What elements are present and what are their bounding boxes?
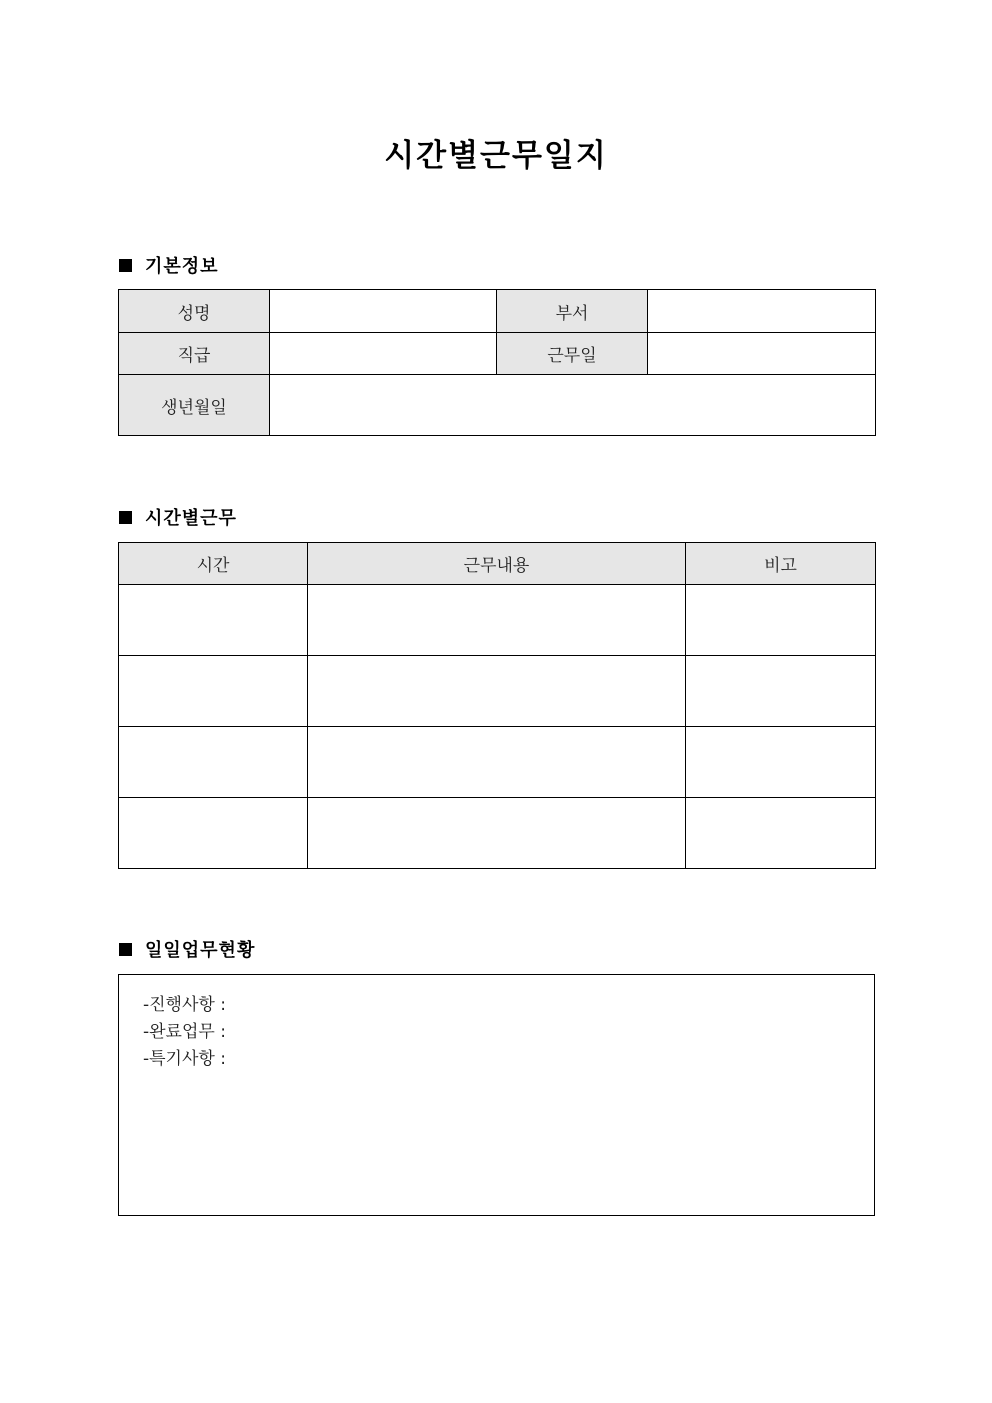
remarks-cell[interactable] [686, 798, 876, 869]
table-row [119, 585, 876, 656]
time-cell[interactable] [119, 798, 308, 869]
table-row [119, 375, 876, 436]
work-content-cell[interactable] [308, 656, 686, 727]
remarks-cell[interactable] [686, 585, 876, 656]
label-birth-date: 생년월일 [119, 375, 270, 436]
time-cell[interactable] [119, 585, 308, 656]
section-heading-basic [119, 253, 219, 277]
table-row [119, 727, 876, 798]
page-title: 시간별근무일지 [384, 138, 608, 174]
daily-status-box[interactable] [118, 974, 875, 1216]
label-department: 부서 [497, 290, 648, 333]
work-content-cell[interactable] [308, 585, 686, 656]
hourly-work-table [118, 542, 876, 869]
label-name: 성명 [119, 290, 270, 333]
time-cell[interactable] [119, 656, 308, 727]
work-content-cell[interactable] [308, 798, 686, 869]
remarks-cell[interactable] [686, 656, 876, 727]
square-bullet-icon [119, 943, 132, 956]
name-field[interactable] [270, 290, 497, 333]
square-bullet-icon [119, 511, 132, 524]
work-content-cell[interactable] [308, 727, 686, 798]
column-header-time: 시간 [119, 543, 308, 585]
basic-info-table [118, 289, 876, 436]
label-work-day: 근무일 [497, 333, 648, 375]
rank-field[interactable] [270, 333, 497, 375]
time-cell[interactable] [119, 727, 308, 798]
department-field[interactable] [648, 290, 876, 333]
section-heading-daily-label: 일일업무현황 [145, 940, 256, 961]
section-heading-hourly-label: 시간별근무 [145, 508, 237, 529]
table-header-row [119, 543, 876, 585]
completed-work-line: -완료업무 : [143, 1022, 226, 1042]
table-row [119, 290, 876, 333]
special-notes-line: -특기사항 : [143, 1049, 226, 1069]
label-rank: 직급 [119, 333, 270, 375]
column-header-remarks: 비고 [686, 543, 876, 585]
section-heading-basic-label: 기본정보 [145, 256, 219, 277]
section-heading-daily [119, 937, 255, 961]
table-row [119, 656, 876, 727]
remarks-cell[interactable] [686, 727, 876, 798]
work-day-field[interactable] [648, 333, 876, 375]
table-row [119, 798, 876, 869]
column-header-work-content: 근무내용 [308, 543, 686, 585]
section-heading-hourly [119, 505, 237, 529]
birth-date-field[interactable] [270, 375, 876, 436]
square-bullet-icon [119, 259, 132, 272]
progress-line: -진행사항 : [143, 995, 226, 1015]
table-row [119, 333, 876, 375]
